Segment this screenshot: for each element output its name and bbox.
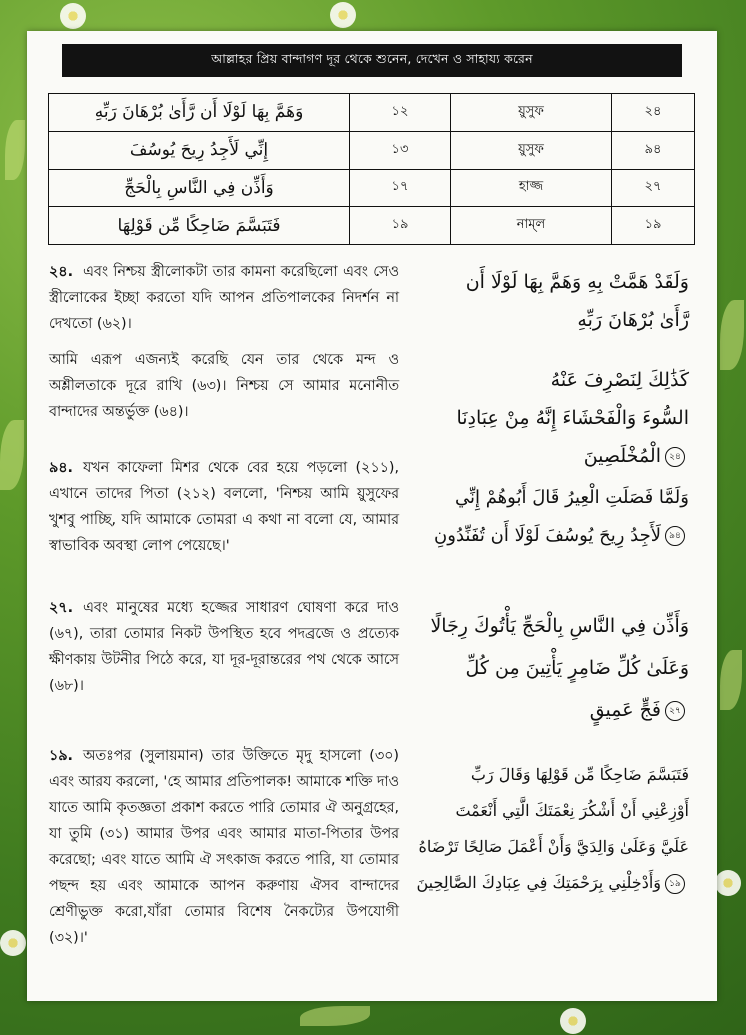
leaf-decoration	[5, 120, 25, 180]
page-panel	[27, 31, 717, 1001]
leaf-decoration	[0, 420, 24, 490]
table-cell-verse: ৯৪	[612, 131, 695, 169]
table-cell-surah: নাম্‌ল	[451, 207, 612, 245]
verse-end-marker: ৯৪	[665, 526, 685, 546]
table-cell-surah: য়ুসুফ	[451, 131, 612, 169]
verse-end-marker: ২৪	[665, 447, 685, 467]
table-row	[49, 169, 695, 207]
translation-text: অতঃপর (সুলায়মান) তার উক্তিতে মৃদু হাসলো (৩০) এবং আরয করলো, 'হে আমার প্রতিপালক! আমাকে শক্তি দাও যাতে আমি কৃতজ্ঞতা প্রকাশ করতে পারি তোমার ঐ অনুগ্রহের, যা তুমি (৩১) আমার উপর এবং আমার মাতা-পিতার উপর করেছো; এবং যাতে আমি ঐ সৎকাজ করতে পারি, যা তোমার পছন্দ হয় এবং আমাকে আপন করুণায় ঐসব বান্দাদের শ্রেণীভুক্ত করো,যাঁরা তোমার বিশেষ নৈকট্যের উপযোগী (৩২)।'	[49, 748, 399, 946]
arabic-line: فَتَبَسَّمَ ضَاحِكًا مِّن قَوْلِهَا وَقَالَ رَبِّ	[470, 765, 689, 784]
table-row	[49, 207, 695, 245]
verse-number: ২৭.	[49, 600, 74, 616]
arabic-verse-block	[427, 479, 689, 555]
verse-number: ৯৪.	[49, 460, 73, 476]
translation-section	[49, 743, 399, 951]
flower-decoration	[330, 2, 356, 28]
verse-number: ২৪.	[49, 264, 74, 280]
arabic-line: وَأَدْخِلْنِي بِرَحْمَتِكَ فِي عِبَادِكَ الصَّالِحِينَ	[416, 873, 661, 892]
arabic-line: وَلَمَّا فَصَلَتِ الْعِيرُ قَالَ أَبُوهُمْ إِنِّي	[454, 487, 689, 508]
table-cell-surah: হাজ্জ	[451, 169, 612, 207]
verse-end-marker: ২৭	[665, 701, 685, 721]
arabic-line: عَلَيَّ وَعَلَىٰ وَالِدَيَّ وَأَنْ أَعْمَلَ صَالِحًا تَرْضَاهُ	[418, 837, 689, 856]
table-cell-arabic: إِنِّي لَأَجِدُ رِيحَ يُوسُفَ	[49, 131, 350, 169]
reference-table	[48, 93, 695, 245]
table-cell-arabic: وَأَذِّن فِي النَّاسِ بِالْحَجِّ	[49, 169, 350, 207]
table-cell-number: ১৩	[350, 131, 451, 169]
flower-decoration	[0, 930, 26, 956]
table-cell-arabic: فَتَبَسَّمَ ضَاحِكًا مِّن قَوْلِهَا	[49, 207, 350, 245]
arabic-line: رَّأَىٰ بُرْهَانَ رَبِّهِ	[577, 309, 689, 331]
translation-section	[49, 259, 399, 425]
verse-end-marker: ১৯	[665, 874, 685, 894]
table-cell-number: ১২	[350, 94, 451, 132]
leaf-decoration	[720, 650, 742, 710]
table-cell-number: ১৭	[350, 169, 451, 207]
translation-text: আমি এরূপ এজন্যই করেছি যেন তার থেকে মন্দ ও অশ্লীলতাকে দূরে রাখি (৬৩)। নিশ্চয় সে আমার মনোনীত বান্দাদের অন্তর্ভুক্ত (৬৪)।	[49, 352, 399, 420]
table-cell-surah: য়ুসুফ	[451, 94, 612, 132]
arabic-line: لَأَجِدُ رِيحَ يُوسُفَ لَوْلَا أَن تُفَنِّدُونِ	[434, 525, 661, 546]
arabic-line: كَذَٰلِكَ لِنَصْرِفَ عَنْهُ	[550, 369, 689, 391]
header-title: আল্লাহর প্রিয় বান্দাগণ দূর থেকে শুনেন, দেখেন ও সাহায্য করেন	[211, 50, 533, 66]
flower-decoration	[60, 3, 86, 29]
arabic-line: أَوْزِعْنِي أَنْ أَشْكُرَ نِعْمَتَكَ الَّتِي أَنْعَمْتَ	[455, 801, 689, 820]
arabic-line: وَلَقَدْ هَمَّتْ بِهِ وَهَمَّ بِهَا لَوْلَا أَن	[465, 271, 689, 293]
translation-section	[49, 455, 399, 559]
table-cell-verse: ১৯	[612, 207, 695, 245]
arabic-line: وَأَذِّن فِي النَّاسِ بِالْحَجِّ يَأْتُوكَ رِجَالًا	[430, 615, 689, 637]
translation-text: এবং নিশ্চয় স্ত্রীলোকটা তার কামনা করেছিলো এবং সেও স্ত্রীলোকের ইচ্ছা করতো যদি আপন প্রতিপালকের নিদর্শন না দেখতো (৬২)।	[49, 264, 399, 332]
translation-section	[49, 595, 399, 699]
table-cell-verse: ২৪	[612, 94, 695, 132]
verse-number: ১৯.	[49, 748, 73, 764]
flower-decoration	[560, 1008, 586, 1034]
page-header	[62, 44, 682, 77]
arabic-line: الْمُخْلَصِينَ	[583, 445, 661, 467]
arabic-line: فَجٍّ عَمِيقٍ	[589, 699, 661, 721]
arabic-verse-block	[427, 605, 689, 731]
leaf-decoration	[720, 300, 744, 370]
translation-text: এবং মানুষের মধ্যে হজ্জের সাধারণ ঘোষণা করে দাও (৬৭), তারা তোমার নিকট উপস্থিত হবে পদব্রজে ও প্রত্যেক ক্ষীণকায় উটনীর পিঠে করে, যা দূর-দূরান্তরের পথ থেকে আসে (৬৮)।	[49, 600, 399, 694]
arabic-line: وَعَلَىٰ كُلِّ ضَامِرٍ يَأْتِينَ مِن كُلِّ	[465, 657, 689, 679]
translation-text: যখন কাফেলা মিশর থেকে বের হয়ে পড়লো (২১১), এখানে তাদের পিতা (২১২) বললো, 'নিশ্চয় আমি য়ুসুফের খুশবু পাচ্ছি, যদি আমাকে তোমরা এ কথা না বলো যে, আমার স্বাভাবিক অবস্থা লোপ পেয়েছে।'	[49, 460, 399, 554]
table-cell-arabic: وَهَمَّ بِهَا لَوْلَا أَن رَّأَىٰ بُرْهَانَ رَبِّهِ	[49, 94, 350, 132]
arabic-line: السُّوءَ وَالْفَحْشَاءَ إِنَّهُ مِنْ عِبَادِنَا	[456, 407, 689, 429]
arabic-verse-block	[416, 757, 689, 901]
table-cell-verse: ২৭	[612, 169, 695, 207]
table-row	[49, 131, 695, 169]
flower-decoration	[715, 870, 741, 896]
arabic-verse-block	[427, 263, 689, 475]
table-cell-number: ১৯	[350, 207, 451, 245]
table-row	[49, 94, 695, 132]
leaf-decoration	[300, 1006, 370, 1026]
